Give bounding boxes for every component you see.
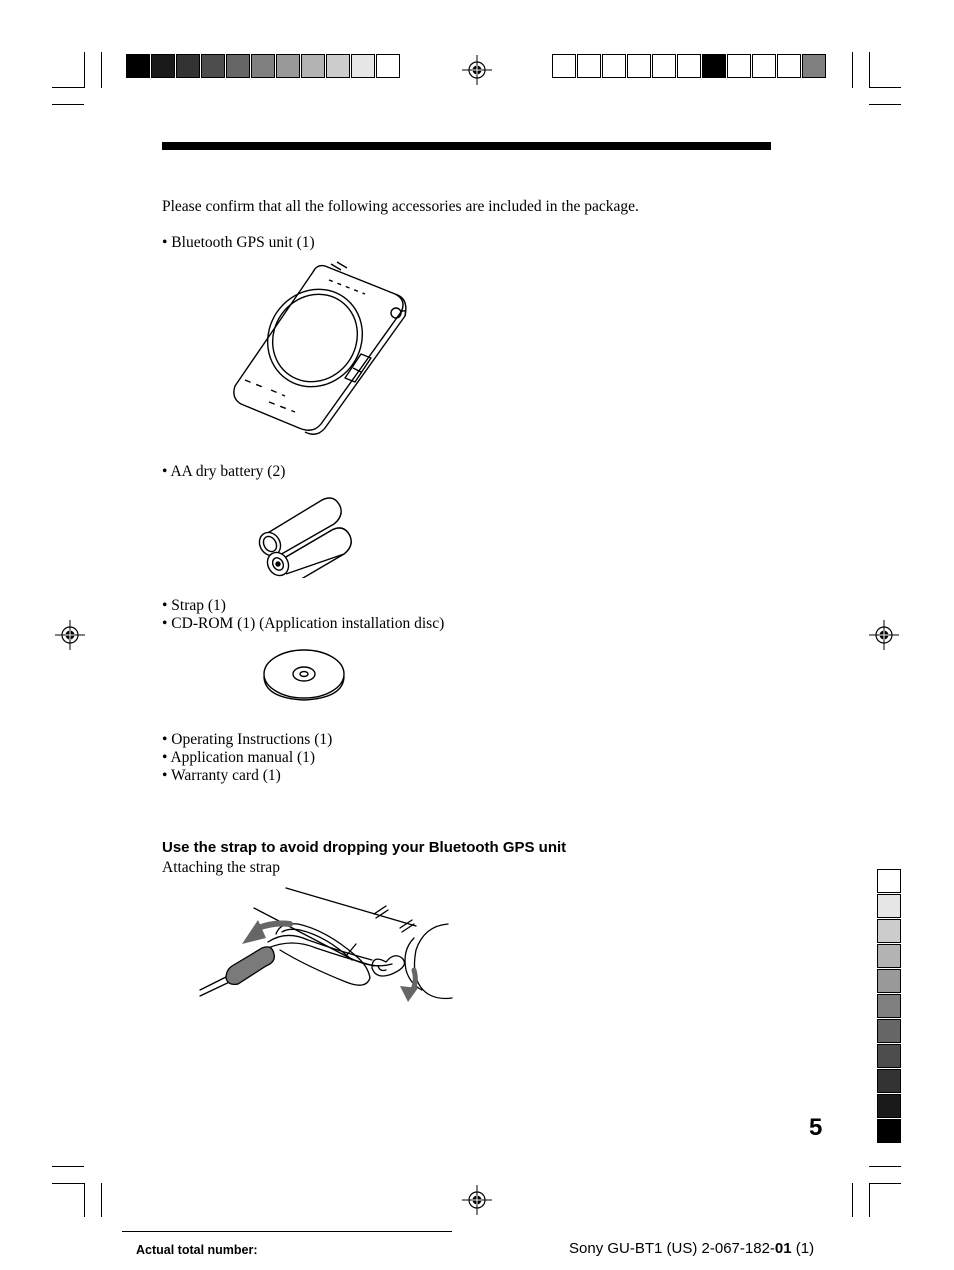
gray-swatch <box>877 944 901 968</box>
gray-swatch <box>877 919 901 943</box>
color-swatch <box>351 54 375 78</box>
strap-section-subheading: Attaching the strap <box>162 859 280 876</box>
color-swatch <box>727 54 751 78</box>
color-swatch <box>326 54 350 78</box>
cdrom-illustration <box>258 642 350 706</box>
registration-mark-icon <box>462 55 492 85</box>
registration-mark-icon <box>462 1185 492 1215</box>
color-swatch <box>376 54 400 78</box>
color-swatch <box>577 54 601 78</box>
color-swatch <box>677 54 701 78</box>
gray-swatch <box>877 1094 901 1118</box>
footer-doc-id <box>569 1240 814 1257</box>
strap-attach-illustration <box>196 886 456 1006</box>
color-swatch <box>176 54 200 78</box>
gps-unit-illustration <box>225 258 415 438</box>
color-swatch <box>226 54 250 78</box>
color-swatch <box>251 54 275 78</box>
color-swatch <box>126 54 150 78</box>
registration-mark-icon <box>55 620 85 650</box>
footer-doc-bold: 01 <box>774 1240 792 1257</box>
gray-swatch <box>877 1019 901 1043</box>
gray-swatch <box>877 1119 901 1143</box>
battery-illustration <box>252 494 362 578</box>
color-swatch <box>276 54 300 78</box>
list-item-battery: • AA dry battery (2) <box>162 463 286 480</box>
gray-swatch <box>877 994 901 1018</box>
intro-text: Please confirm that all the following accessories are included in the package. <box>162 198 639 215</box>
color-swatch <box>602 54 626 78</box>
color-swatch <box>702 54 726 78</box>
heading-rule <box>162 142 771 150</box>
color-swatch <box>652 54 676 78</box>
list-item-cdrom: • CD-ROM (1) (Application installation disc) <box>162 615 445 632</box>
color-swatch <box>552 54 576 78</box>
footer-doc-suffix: (1) <box>791 1240 815 1257</box>
color-swatch <box>752 54 776 78</box>
list-item-strap: • Strap (1) <box>162 597 226 614</box>
strap-section-heading: Use the strap to avoid dropping your Bluetooth GPS unit <box>162 839 567 856</box>
color-swatch <box>627 54 651 78</box>
color-swatch <box>151 54 175 78</box>
list-item-application-manual: • Application manual (1) <box>162 749 316 766</box>
gray-swatch <box>877 869 901 893</box>
footer-doc-prefix: Sony GU-BT1 (US) 2-067-182- <box>569 1240 775 1257</box>
color-swatch <box>301 54 325 78</box>
page-number: 5 <box>809 1114 823 1141</box>
color-swatch <box>201 54 225 78</box>
footer-rule <box>122 1231 452 1232</box>
list-item-gps-unit: • Bluetooth GPS unit (1) <box>162 234 315 251</box>
gray-swatch <box>877 1044 901 1068</box>
color-swatch <box>777 54 801 78</box>
list-item-warranty-card: • Warranty card (1) <box>162 767 281 784</box>
color-swatch <box>802 54 826 78</box>
gray-swatch <box>877 969 901 993</box>
list-item-operating-instructions: • Operating Instructions (1) <box>162 731 333 748</box>
registration-mark-icon <box>869 620 899 650</box>
gray-swatch <box>877 1069 901 1093</box>
gray-swatch <box>877 894 901 918</box>
footer-total-label: Actual total number: <box>136 1243 258 1257</box>
